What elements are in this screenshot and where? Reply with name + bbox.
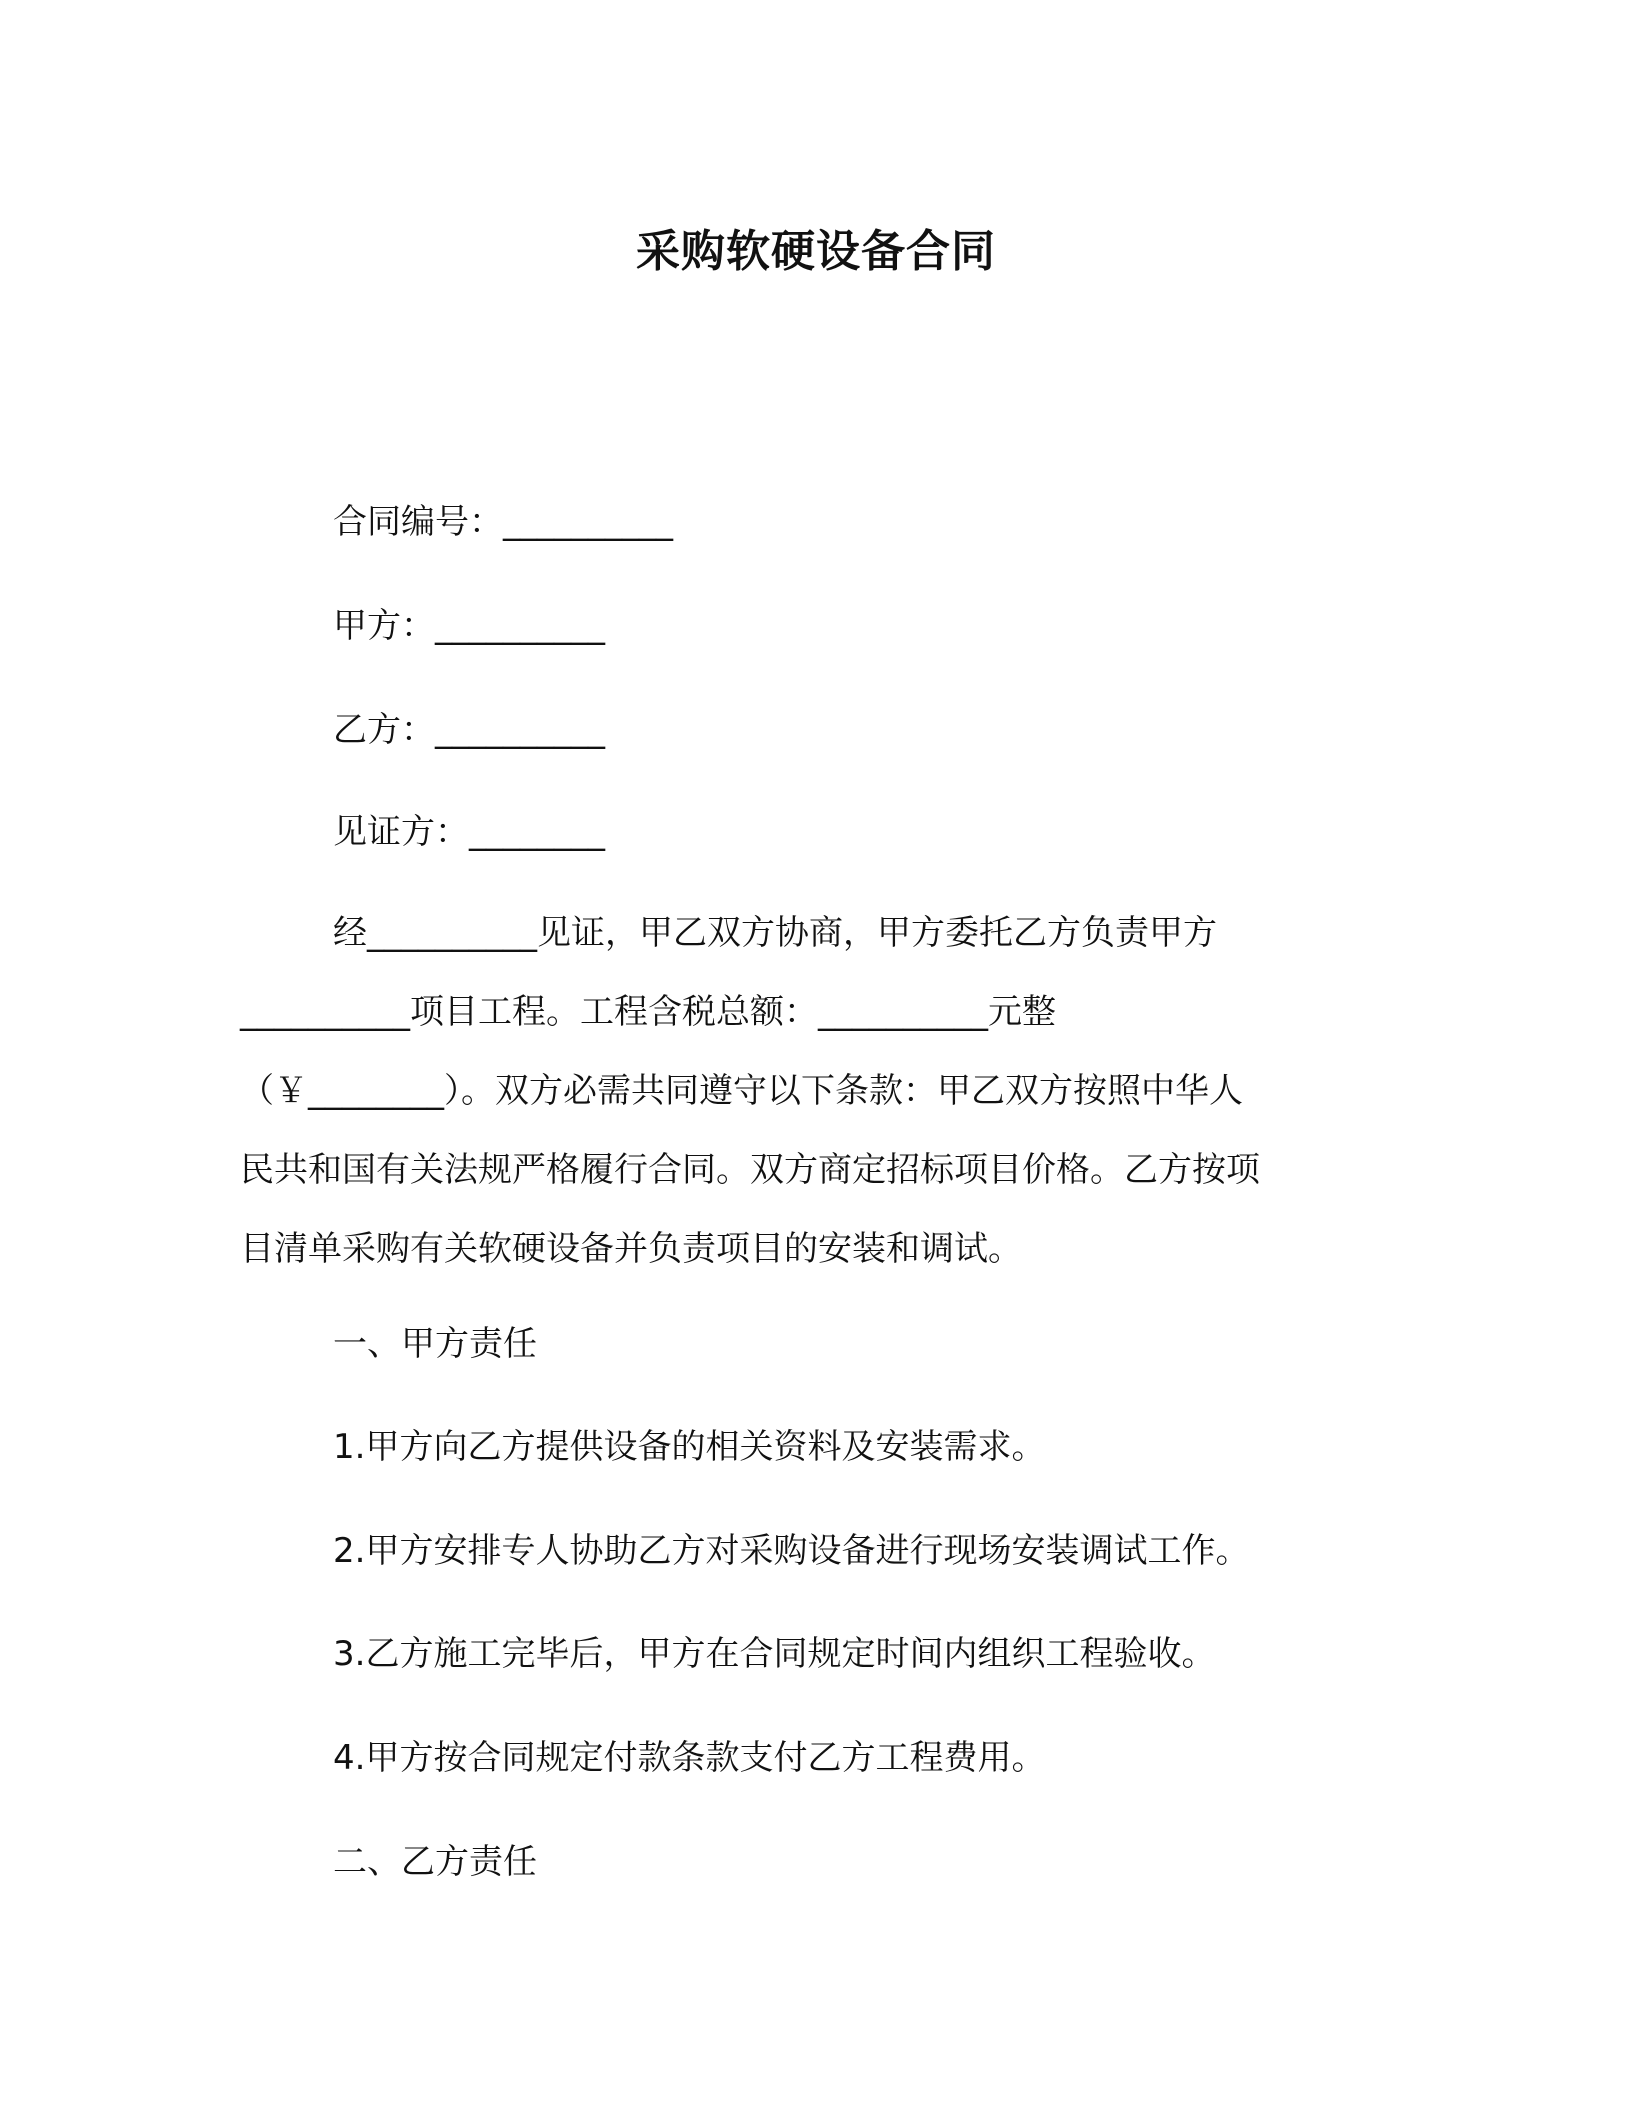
contract-number-field: 合同编号：__________: [333, 502, 673, 542]
party-a-field: 甲方：__________: [333, 606, 605, 646]
intro-line: __________项目工程。工程含税总额：__________元整: [240, 992, 1056, 1032]
section-one-item: 3.乙方施工完毕后，甲方在合同规定时间内组织工程验收。: [333, 1634, 1216, 1674]
intro-paragraph: [240, 894, 1390, 1289]
section-one-item: 2.甲方安排专人协助乙方对采购设备进行现场安装调试工作。: [333, 1531, 1250, 1571]
section-one-item: 4.甲方按合同规定付款条款支付乙方工程费用。: [333, 1738, 1046, 1778]
intro-line: 民共和国有关法规严格履行合同。双方商定招标项目价格。乙方按项: [240, 1150, 1260, 1190]
intro-line: 经__________见证，甲乙双方协商，甲方委托乙方负责甲方: [333, 913, 1217, 953]
section-one-heading: 一、甲方责任: [333, 1324, 537, 1364]
witness-field: 见证方：________: [333, 812, 605, 852]
section-two-heading: 二、乙方责任: [333, 1842, 537, 1882]
document-title: 采购软硬设备合同: [636, 226, 996, 277]
section-one-item: 1.甲方向乙方提供设备的相关资料及安装需求。: [333, 1427, 1046, 1467]
intro-line: （￥________）。双方必需共同遵守以下条款：甲乙双方按照中华人: [240, 1071, 1243, 1111]
party-b-field: 乙方：__________: [333, 710, 605, 750]
intro-line: 目清单采购有关软硬设备并负责项目的安装和调试。: [240, 1229, 1022, 1269]
